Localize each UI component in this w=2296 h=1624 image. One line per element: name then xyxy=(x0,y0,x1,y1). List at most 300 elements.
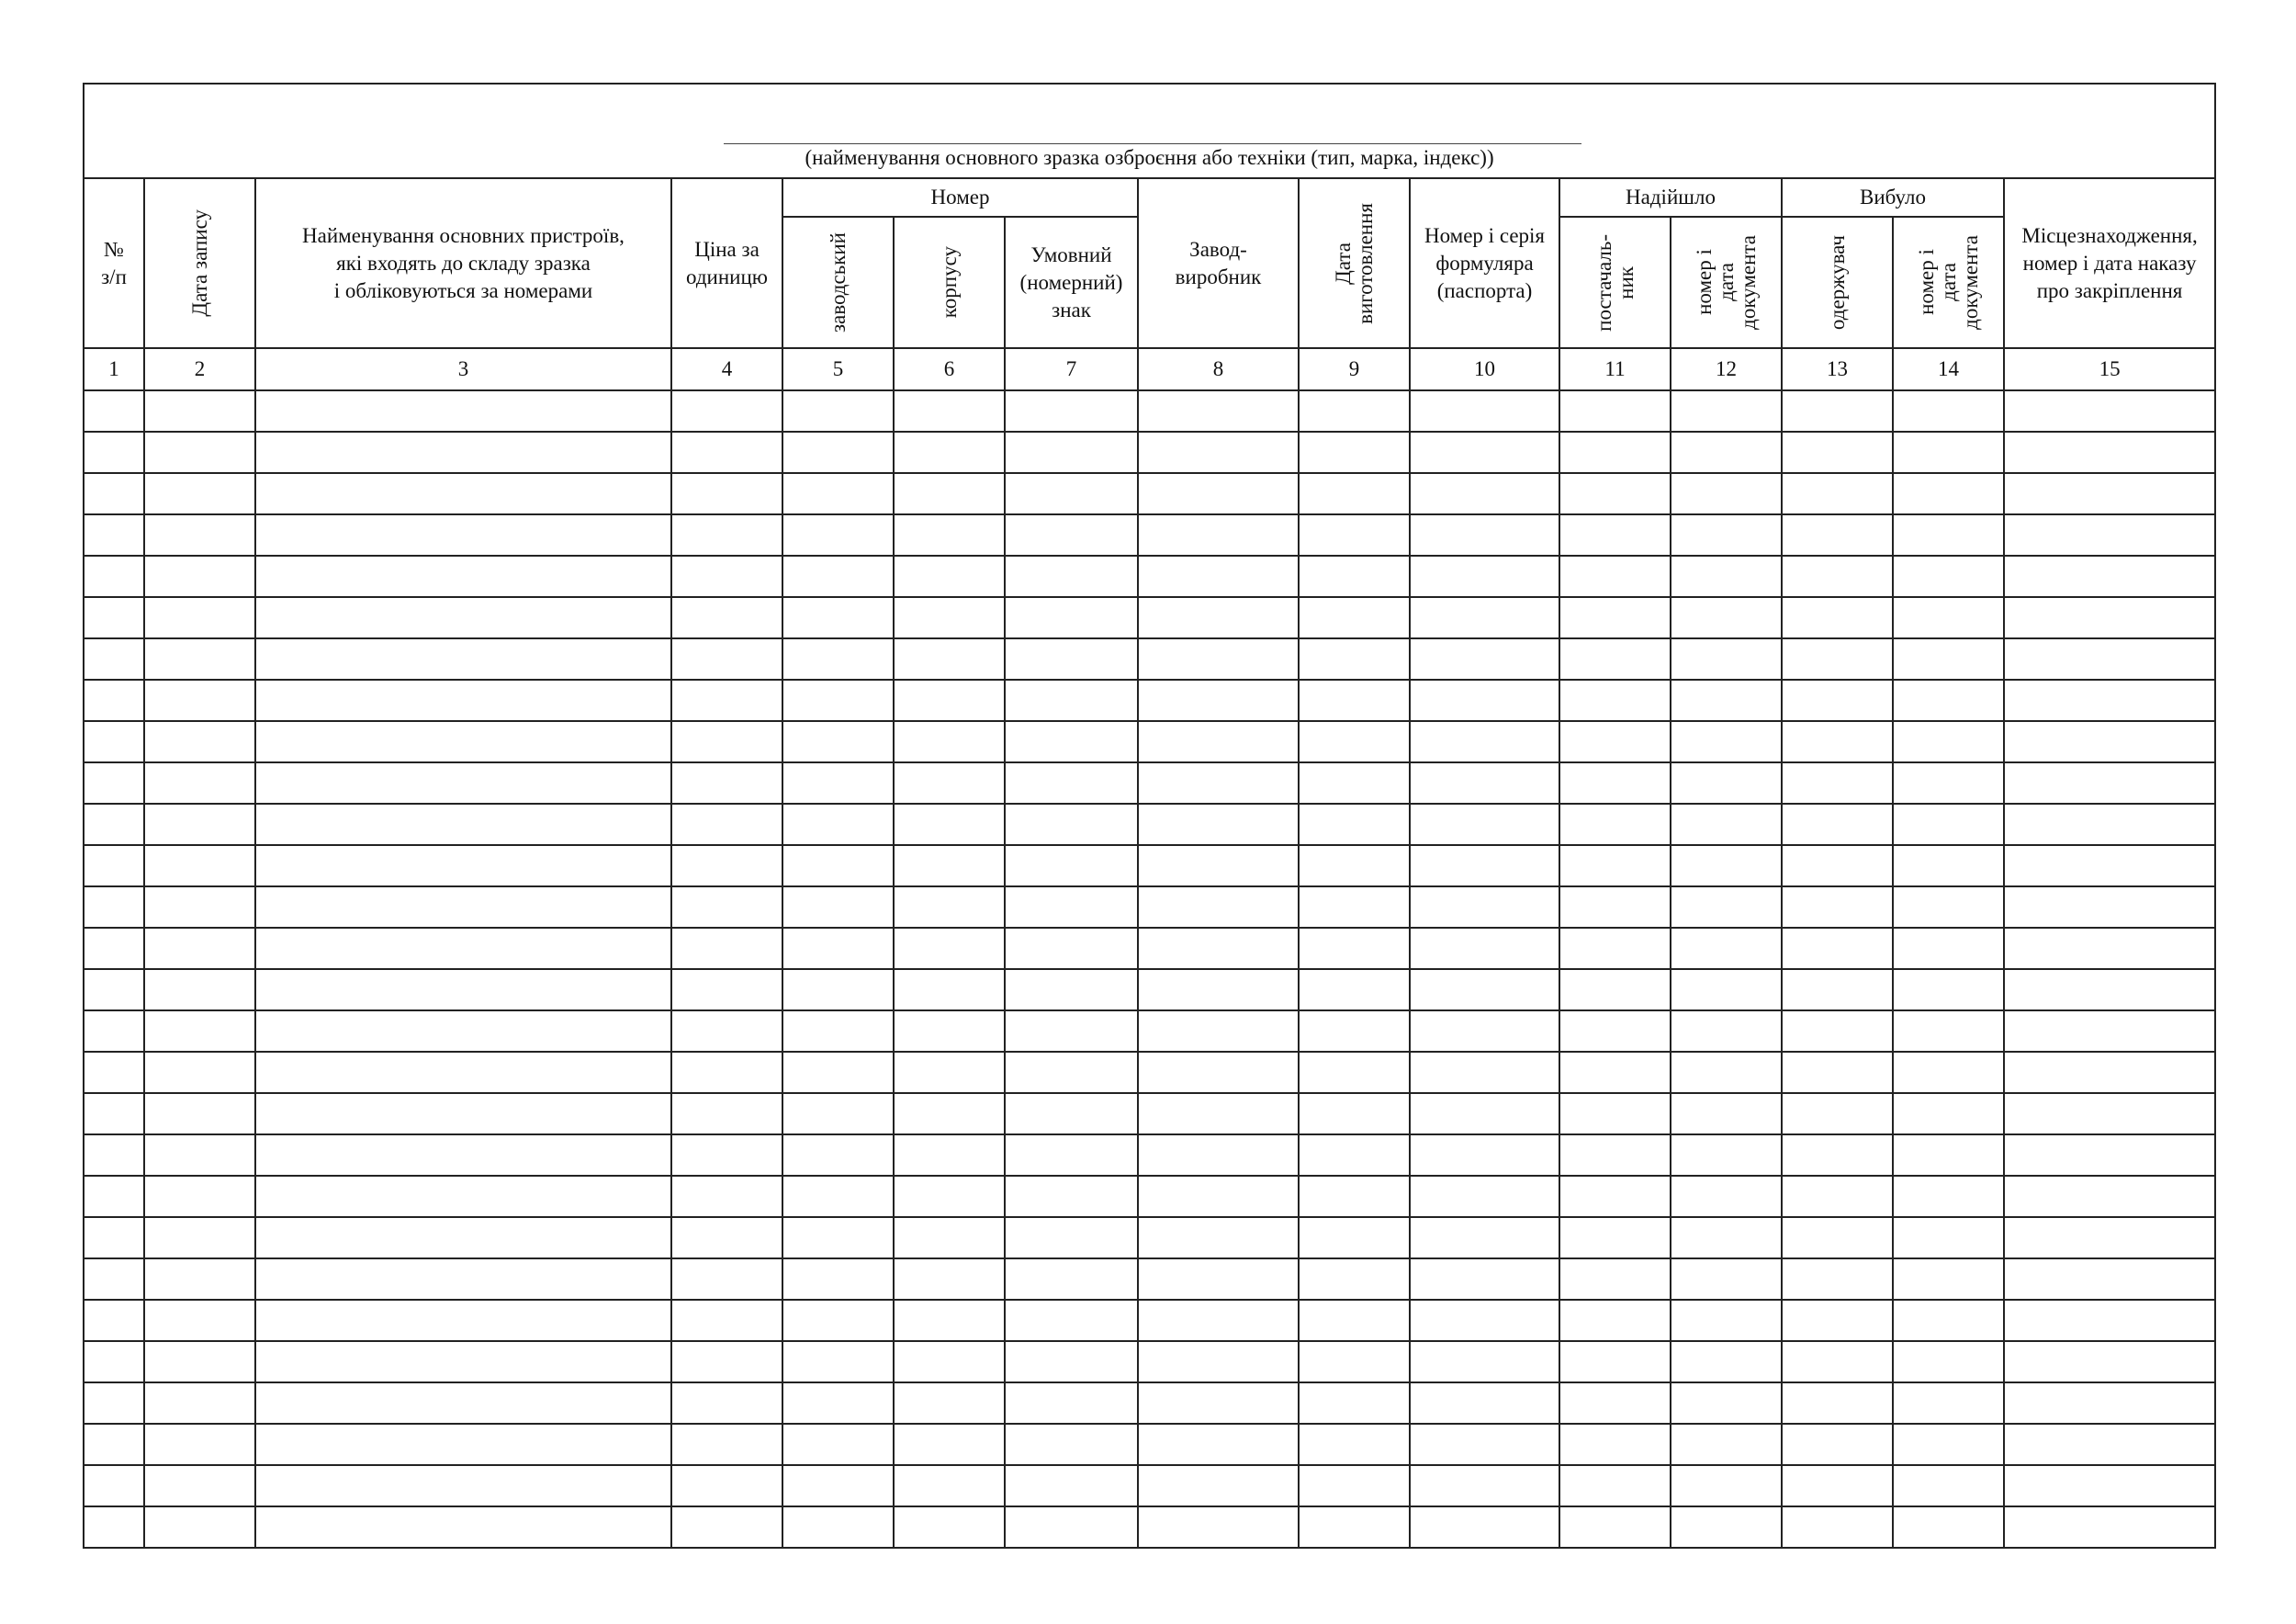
table-cell[interactable] xyxy=(255,928,671,969)
table-cell[interactable] xyxy=(84,680,144,721)
table-cell[interactable] xyxy=(782,804,894,845)
table-cell[interactable] xyxy=(1671,597,1782,638)
table-cell[interactable] xyxy=(894,1258,1005,1300)
table-cell[interactable] xyxy=(1138,514,1299,556)
table-cell[interactable] xyxy=(671,680,782,721)
table-cell[interactable] xyxy=(894,1341,1005,1382)
table-cell[interactable] xyxy=(1559,969,1671,1010)
table-cell[interactable] xyxy=(1559,1382,1671,1424)
table-cell[interactable] xyxy=(1782,969,1893,1010)
table-cell[interactable] xyxy=(144,1341,255,1382)
table-cell[interactable] xyxy=(1005,1424,1138,1465)
table-cell[interactable] xyxy=(1782,1176,1893,1217)
table-cell[interactable] xyxy=(1138,845,1299,886)
table-cell[interactable] xyxy=(1410,514,1559,556)
table-cell[interactable] xyxy=(1893,1506,2004,1548)
table-cell[interactable] xyxy=(1138,1217,1299,1258)
table-cell[interactable] xyxy=(1299,845,1410,886)
table-cell[interactable] xyxy=(2004,1506,2215,1548)
table-cell[interactable] xyxy=(84,597,144,638)
table-cell[interactable] xyxy=(1782,1465,1893,1506)
table-cell[interactable] xyxy=(1559,556,1671,597)
table-cell[interactable] xyxy=(144,804,255,845)
table-cell[interactable] xyxy=(671,514,782,556)
table-cell[interactable] xyxy=(2004,1258,2215,1300)
table-cell[interactable] xyxy=(144,721,255,762)
table-cell[interactable] xyxy=(2004,514,2215,556)
table-cell[interactable] xyxy=(1410,804,1559,845)
table-cell[interactable] xyxy=(1559,680,1671,721)
table-cell[interactable] xyxy=(1671,1341,1782,1382)
table-cell[interactable] xyxy=(1410,432,1559,473)
table-cell[interactable] xyxy=(1671,969,1782,1010)
table-cell[interactable] xyxy=(1559,1093,1671,1134)
table-cell[interactable] xyxy=(1671,762,1782,804)
table-cell[interactable] xyxy=(1782,514,1893,556)
table-cell[interactable] xyxy=(1671,1382,1782,1424)
table-cell[interactable] xyxy=(1559,1465,1671,1506)
table-cell[interactable] xyxy=(2004,556,2215,597)
table-cell[interactable] xyxy=(1138,1258,1299,1300)
table-cell[interactable] xyxy=(1671,680,1782,721)
table-cell[interactable] xyxy=(2004,1341,2215,1382)
table-cell[interactable] xyxy=(1893,1134,2004,1176)
table-cell[interactable] xyxy=(255,1258,671,1300)
table-cell[interactable] xyxy=(1299,886,1410,928)
table-cell[interactable] xyxy=(1782,1506,1893,1548)
table-cell[interactable] xyxy=(1559,1052,1671,1093)
table-cell[interactable] xyxy=(1138,804,1299,845)
table-cell[interactable] xyxy=(1893,1465,2004,1506)
table-cell[interactable] xyxy=(1005,473,1138,514)
table-cell[interactable] xyxy=(671,556,782,597)
table-cell[interactable] xyxy=(255,1506,671,1548)
table-cell[interactable] xyxy=(1782,638,1893,680)
table-cell[interactable] xyxy=(671,1217,782,1258)
table-cell[interactable] xyxy=(1299,1258,1410,1300)
table-cell[interactable] xyxy=(1005,1052,1138,1093)
table-cell[interactable] xyxy=(255,1465,671,1506)
table-cell[interactable] xyxy=(1671,638,1782,680)
table-cell[interactable] xyxy=(1005,721,1138,762)
table-cell[interactable] xyxy=(84,886,144,928)
table-cell[interactable] xyxy=(1782,1052,1893,1093)
table-cell[interactable] xyxy=(1299,1424,1410,1465)
table-cell[interactable] xyxy=(671,390,782,432)
table-cell[interactable] xyxy=(1005,597,1138,638)
table-cell[interactable] xyxy=(1299,597,1410,638)
table-cell[interactable] xyxy=(1671,1258,1782,1300)
table-cell[interactable] xyxy=(84,1052,144,1093)
table-cell[interactable] xyxy=(1893,390,2004,432)
table-cell[interactable] xyxy=(1671,432,1782,473)
table-cell[interactable] xyxy=(894,1010,1005,1052)
table-cell[interactable] xyxy=(2004,928,2215,969)
table-cell[interactable] xyxy=(1005,1341,1138,1382)
table-cell[interactable] xyxy=(671,1134,782,1176)
table-cell[interactable] xyxy=(255,473,671,514)
table-cell[interactable] xyxy=(2004,473,2215,514)
table-cell[interactable] xyxy=(1005,1134,1138,1176)
table-cell[interactable] xyxy=(2004,1217,2215,1258)
table-cell[interactable] xyxy=(84,473,144,514)
table-cell[interactable] xyxy=(255,804,671,845)
table-cell[interactable] xyxy=(1299,762,1410,804)
table-cell[interactable] xyxy=(84,638,144,680)
table-cell[interactable] xyxy=(255,432,671,473)
table-cell[interactable] xyxy=(782,1258,894,1300)
table-cell[interactable] xyxy=(1782,680,1893,721)
table-cell[interactable] xyxy=(1410,1341,1559,1382)
table-cell[interactable] xyxy=(671,432,782,473)
table-cell[interactable] xyxy=(1299,1134,1410,1176)
table-cell[interactable] xyxy=(1671,928,1782,969)
table-cell[interactable] xyxy=(144,1217,255,1258)
table-cell[interactable] xyxy=(1410,762,1559,804)
table-cell[interactable] xyxy=(1559,1134,1671,1176)
table-cell[interactable] xyxy=(1782,1341,1893,1382)
table-cell[interactable] xyxy=(1410,1176,1559,1217)
table-cell[interactable] xyxy=(1893,969,2004,1010)
table-cell[interactable] xyxy=(1005,1465,1138,1506)
table-cell[interactable] xyxy=(2004,1134,2215,1176)
table-cell[interactable] xyxy=(1782,1134,1893,1176)
table-cell[interactable] xyxy=(1671,556,1782,597)
table-cell[interactable] xyxy=(671,1258,782,1300)
table-cell[interactable] xyxy=(84,432,144,473)
table-cell[interactable] xyxy=(1138,597,1299,638)
table-cell[interactable] xyxy=(1410,1506,1559,1548)
table-cell[interactable] xyxy=(255,1217,671,1258)
table-cell[interactable] xyxy=(255,1341,671,1382)
table-cell[interactable] xyxy=(1893,886,2004,928)
table-cell[interactable] xyxy=(894,762,1005,804)
table-cell[interactable] xyxy=(1559,1258,1671,1300)
table-cell[interactable] xyxy=(1410,845,1559,886)
table-cell[interactable] xyxy=(671,597,782,638)
table-cell[interactable] xyxy=(1559,1300,1671,1341)
table-cell[interactable] xyxy=(782,1465,894,1506)
table-cell[interactable] xyxy=(1893,804,2004,845)
table-cell[interactable] xyxy=(1671,514,1782,556)
table-cell[interactable] xyxy=(1410,638,1559,680)
table-cell[interactable] xyxy=(2004,845,2215,886)
table-cell[interactable] xyxy=(1138,721,1299,762)
table-cell[interactable] xyxy=(1782,762,1893,804)
table-cell[interactable] xyxy=(894,928,1005,969)
table-cell[interactable] xyxy=(894,1300,1005,1341)
table-cell[interactable] xyxy=(1559,928,1671,969)
table-cell[interactable] xyxy=(1410,597,1559,638)
table-cell[interactable] xyxy=(782,514,894,556)
table-cell[interactable] xyxy=(671,762,782,804)
table-cell[interactable] xyxy=(84,1506,144,1548)
table-cell[interactable] xyxy=(1138,556,1299,597)
table-cell[interactable] xyxy=(671,1176,782,1217)
table-cell[interactable] xyxy=(1299,1176,1410,1217)
table-cell[interactable] xyxy=(1138,1010,1299,1052)
table-cell[interactable] xyxy=(255,390,671,432)
table-cell[interactable] xyxy=(894,1506,1005,1548)
table-cell[interactable] xyxy=(144,1093,255,1134)
table-cell[interactable] xyxy=(1893,1093,2004,1134)
table-cell[interactable] xyxy=(2004,597,2215,638)
table-cell[interactable] xyxy=(894,514,1005,556)
table-cell[interactable] xyxy=(894,432,1005,473)
table-cell[interactable] xyxy=(1299,473,1410,514)
table-cell[interactable] xyxy=(1559,886,1671,928)
table-cell[interactable] xyxy=(144,1010,255,1052)
table-cell[interactable] xyxy=(144,432,255,473)
table-cell[interactable] xyxy=(782,556,894,597)
table-cell[interactable] xyxy=(1299,721,1410,762)
table-cell[interactable] xyxy=(2004,1093,2215,1134)
table-cell[interactable] xyxy=(1005,969,1138,1010)
table-cell[interactable] xyxy=(144,928,255,969)
table-cell[interactable] xyxy=(1005,432,1138,473)
table-cell[interactable] xyxy=(671,1382,782,1424)
table-cell[interactable] xyxy=(1005,514,1138,556)
table-cell[interactable] xyxy=(1410,556,1559,597)
table-cell[interactable] xyxy=(1782,473,1893,514)
table-cell[interactable] xyxy=(144,514,255,556)
table-cell[interactable] xyxy=(1299,1382,1410,1424)
table-cell[interactable] xyxy=(255,886,671,928)
table-cell[interactable] xyxy=(1299,514,1410,556)
table-cell[interactable] xyxy=(1893,721,2004,762)
table-cell[interactable] xyxy=(144,556,255,597)
table-cell[interactable] xyxy=(144,1176,255,1217)
table-cell[interactable] xyxy=(671,1052,782,1093)
table-cell[interactable] xyxy=(144,1052,255,1093)
table-cell[interactable] xyxy=(1782,1258,1893,1300)
table-cell[interactable] xyxy=(1671,886,1782,928)
table-cell[interactable] xyxy=(1138,1176,1299,1217)
table-cell[interactable] xyxy=(1410,1465,1559,1506)
table-cell[interactable] xyxy=(255,1176,671,1217)
table-cell[interactable] xyxy=(84,1258,144,1300)
table-cell[interactable] xyxy=(894,680,1005,721)
table-cell[interactable] xyxy=(1138,1300,1299,1341)
table-cell[interactable] xyxy=(1410,680,1559,721)
table-cell[interactable] xyxy=(1671,1010,1782,1052)
table-cell[interactable] xyxy=(144,1134,255,1176)
table-cell[interactable] xyxy=(84,762,144,804)
table-cell[interactable] xyxy=(84,514,144,556)
table-cell[interactable] xyxy=(894,721,1005,762)
table-cell[interactable] xyxy=(1138,638,1299,680)
table-cell[interactable] xyxy=(1410,390,1559,432)
table-cell[interactable] xyxy=(1893,556,2004,597)
table-cell[interactable] xyxy=(84,1217,144,1258)
table-cell[interactable] xyxy=(1410,1382,1559,1424)
table-cell[interactable] xyxy=(255,1134,671,1176)
table-cell[interactable] xyxy=(255,1093,671,1134)
table-cell[interactable] xyxy=(671,638,782,680)
table-cell[interactable] xyxy=(1893,1424,2004,1465)
table-cell[interactable] xyxy=(894,1134,1005,1176)
table-cell[interactable] xyxy=(84,1382,144,1424)
table-cell[interactable] xyxy=(782,1382,894,1424)
table-cell[interactable] xyxy=(1782,556,1893,597)
table-cell[interactable] xyxy=(1559,1506,1671,1548)
table-cell[interactable] xyxy=(782,969,894,1010)
table-cell[interactable] xyxy=(2004,1176,2215,1217)
table-cell[interactable] xyxy=(782,721,894,762)
table-cell[interactable] xyxy=(782,1217,894,1258)
table-cell[interactable] xyxy=(1138,762,1299,804)
table-cell[interactable] xyxy=(1299,969,1410,1010)
table-cell[interactable] xyxy=(671,804,782,845)
table-cell[interactable] xyxy=(1782,1300,1893,1341)
table-cell[interactable] xyxy=(1782,1217,1893,1258)
table-cell[interactable] xyxy=(1138,1052,1299,1093)
table-cell[interactable] xyxy=(1671,390,1782,432)
table-cell[interactable] xyxy=(1138,1506,1299,1548)
table-cell[interactable] xyxy=(2004,886,2215,928)
table-cell[interactable] xyxy=(782,845,894,886)
table-cell[interactable] xyxy=(782,1300,894,1341)
table-cell[interactable] xyxy=(1782,432,1893,473)
table-cell[interactable] xyxy=(782,1506,894,1548)
table-cell[interactable] xyxy=(1005,638,1138,680)
table-cell[interactable] xyxy=(144,1465,255,1506)
table-cell[interactable] xyxy=(84,1134,144,1176)
table-cell[interactable] xyxy=(1559,390,1671,432)
table-cell[interactable] xyxy=(1299,390,1410,432)
table-cell[interactable] xyxy=(144,473,255,514)
table-cell[interactable] xyxy=(84,1424,144,1465)
table-cell[interactable] xyxy=(144,886,255,928)
table-cell[interactable] xyxy=(1893,638,2004,680)
table-cell[interactable] xyxy=(894,1093,1005,1134)
table-cell[interactable] xyxy=(1559,1424,1671,1465)
table-cell[interactable] xyxy=(84,1093,144,1134)
table-cell[interactable] xyxy=(782,597,894,638)
table-cell[interactable] xyxy=(144,597,255,638)
table-cell[interactable] xyxy=(84,1341,144,1382)
table-cell[interactable] xyxy=(1005,1217,1138,1258)
table-cell[interactable] xyxy=(255,680,671,721)
table-cell[interactable] xyxy=(255,1052,671,1093)
table-cell[interactable] xyxy=(84,928,144,969)
table-cell[interactable] xyxy=(1893,1341,2004,1382)
table-cell[interactable] xyxy=(1005,390,1138,432)
table-cell[interactable] xyxy=(1671,1176,1782,1217)
table-cell[interactable] xyxy=(144,1382,255,1424)
table-cell[interactable] xyxy=(1559,514,1671,556)
table-cell[interactable] xyxy=(782,390,894,432)
table-cell[interactable] xyxy=(782,473,894,514)
table-cell[interactable] xyxy=(84,1176,144,1217)
table-cell[interactable] xyxy=(1410,1258,1559,1300)
table-cell[interactable] xyxy=(1299,638,1410,680)
table-cell[interactable] xyxy=(782,1052,894,1093)
table-cell[interactable] xyxy=(84,1465,144,1506)
table-cell[interactable] xyxy=(782,432,894,473)
table-cell[interactable] xyxy=(1138,1093,1299,1134)
table-cell[interactable] xyxy=(1410,1134,1559,1176)
table-cell[interactable] xyxy=(671,886,782,928)
table-cell[interactable] xyxy=(84,1300,144,1341)
table-cell[interactable] xyxy=(1671,1424,1782,1465)
table-cell[interactable] xyxy=(1559,721,1671,762)
table-cell[interactable] xyxy=(1671,1093,1782,1134)
table-cell[interactable] xyxy=(1299,804,1410,845)
table-cell[interactable] xyxy=(782,1134,894,1176)
table-cell[interactable] xyxy=(255,514,671,556)
table-cell[interactable] xyxy=(1299,1217,1410,1258)
table-cell[interactable] xyxy=(1410,1424,1559,1465)
table-cell[interactable] xyxy=(1782,390,1893,432)
table-cell[interactable] xyxy=(255,721,671,762)
table-cell[interactable] xyxy=(144,390,255,432)
table-cell[interactable] xyxy=(1559,1010,1671,1052)
table-cell[interactable] xyxy=(671,845,782,886)
table-cell[interactable] xyxy=(1893,680,2004,721)
table-cell[interactable] xyxy=(782,638,894,680)
table-cell[interactable] xyxy=(1005,1010,1138,1052)
table-cell[interactable] xyxy=(255,1382,671,1424)
table-cell[interactable] xyxy=(1893,928,2004,969)
table-cell[interactable] xyxy=(84,721,144,762)
table-cell[interactable] xyxy=(84,804,144,845)
table-cell[interactable] xyxy=(1671,804,1782,845)
table-cell[interactable] xyxy=(1410,721,1559,762)
table-cell[interactable] xyxy=(1005,804,1138,845)
table-cell[interactable] xyxy=(1559,638,1671,680)
table-cell[interactable] xyxy=(1005,762,1138,804)
table-cell[interactable] xyxy=(2004,1465,2215,1506)
table-cell[interactable] xyxy=(782,928,894,969)
table-cell[interactable] xyxy=(1559,1341,1671,1382)
table-cell[interactable] xyxy=(1559,845,1671,886)
table-cell[interactable] xyxy=(1410,1300,1559,1341)
table-cell[interactable] xyxy=(144,845,255,886)
table-cell[interactable] xyxy=(1005,845,1138,886)
table-cell[interactable] xyxy=(84,390,144,432)
table-cell[interactable] xyxy=(1893,1300,2004,1341)
table-cell[interactable] xyxy=(1782,1424,1893,1465)
table-cell[interactable] xyxy=(671,928,782,969)
table-cell[interactable] xyxy=(671,1424,782,1465)
table-cell[interactable] xyxy=(1138,969,1299,1010)
table-cell[interactable] xyxy=(1782,845,1893,886)
table-cell[interactable] xyxy=(894,969,1005,1010)
table-cell[interactable] xyxy=(1138,1341,1299,1382)
table-cell[interactable] xyxy=(1005,1506,1138,1548)
table-cell[interactable] xyxy=(894,556,1005,597)
table-cell[interactable] xyxy=(671,1093,782,1134)
table-cell[interactable] xyxy=(1410,1217,1559,1258)
table-cell[interactable] xyxy=(1410,1010,1559,1052)
table-cell[interactable] xyxy=(671,721,782,762)
table-cell[interactable] xyxy=(1671,1300,1782,1341)
table-cell[interactable] xyxy=(255,556,671,597)
table-cell[interactable] xyxy=(894,1424,1005,1465)
table-cell[interactable] xyxy=(144,1424,255,1465)
table-cell[interactable] xyxy=(1410,886,1559,928)
table-cell[interactable] xyxy=(1138,928,1299,969)
table-cell[interactable] xyxy=(1782,597,1893,638)
table-cell[interactable] xyxy=(1893,432,2004,473)
table-cell[interactable] xyxy=(782,1424,894,1465)
table-cell[interactable] xyxy=(1559,597,1671,638)
table-cell[interactable] xyxy=(1559,1176,1671,1217)
table-cell[interactable] xyxy=(894,886,1005,928)
table-cell[interactable] xyxy=(2004,680,2215,721)
table-cell[interactable] xyxy=(1782,721,1893,762)
